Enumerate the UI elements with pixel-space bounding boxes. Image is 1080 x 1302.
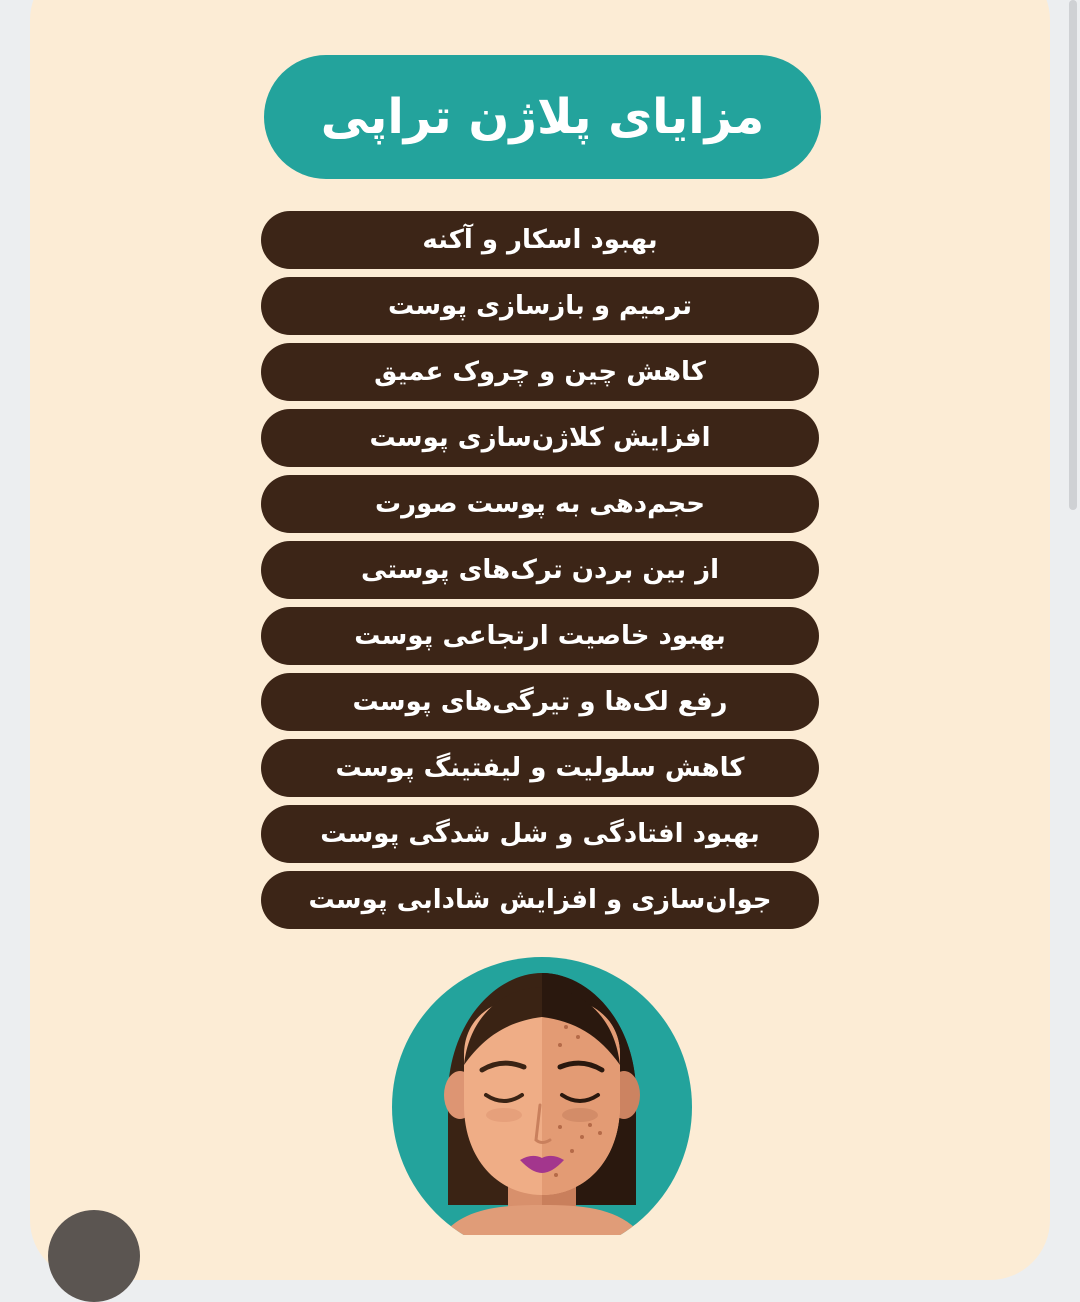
benefit-item: حجم‌دهی به پوست صورت (261, 475, 819, 533)
infographic-title: مزایای پلاژن تراپی (264, 55, 821, 179)
benefit-item: کاهش چین و چروک عمیق (261, 343, 819, 401)
benefit-item: بهبود اسکار و آکنه (261, 211, 819, 269)
scrollbar[interactable] (1069, 0, 1077, 510)
benefit-item: افزایش کلاژن‌سازی پوست (261, 409, 819, 467)
benefit-item: کاهش سلولیت و لیفتینگ پوست (261, 739, 819, 797)
benefit-item: بهبود خاصیت ارتجاعی پوست (261, 607, 819, 665)
benefit-item: رفع لک‌ها و تیرگی‌های پوست (261, 673, 819, 731)
benefit-item: بهبود افتادگی و شل شدگی پوست (261, 805, 819, 863)
face-skin-comparison-icon (390, 955, 700, 1235)
benefit-item: ترمیم و بازسازی پوست (261, 277, 819, 335)
benefit-item: جوان‌سازی و افزایش شادابی پوست (261, 871, 819, 929)
benefit-item: از بین بردن ترک‌های پوستی (261, 541, 819, 599)
floating-action-button[interactable] (48, 1210, 140, 1302)
